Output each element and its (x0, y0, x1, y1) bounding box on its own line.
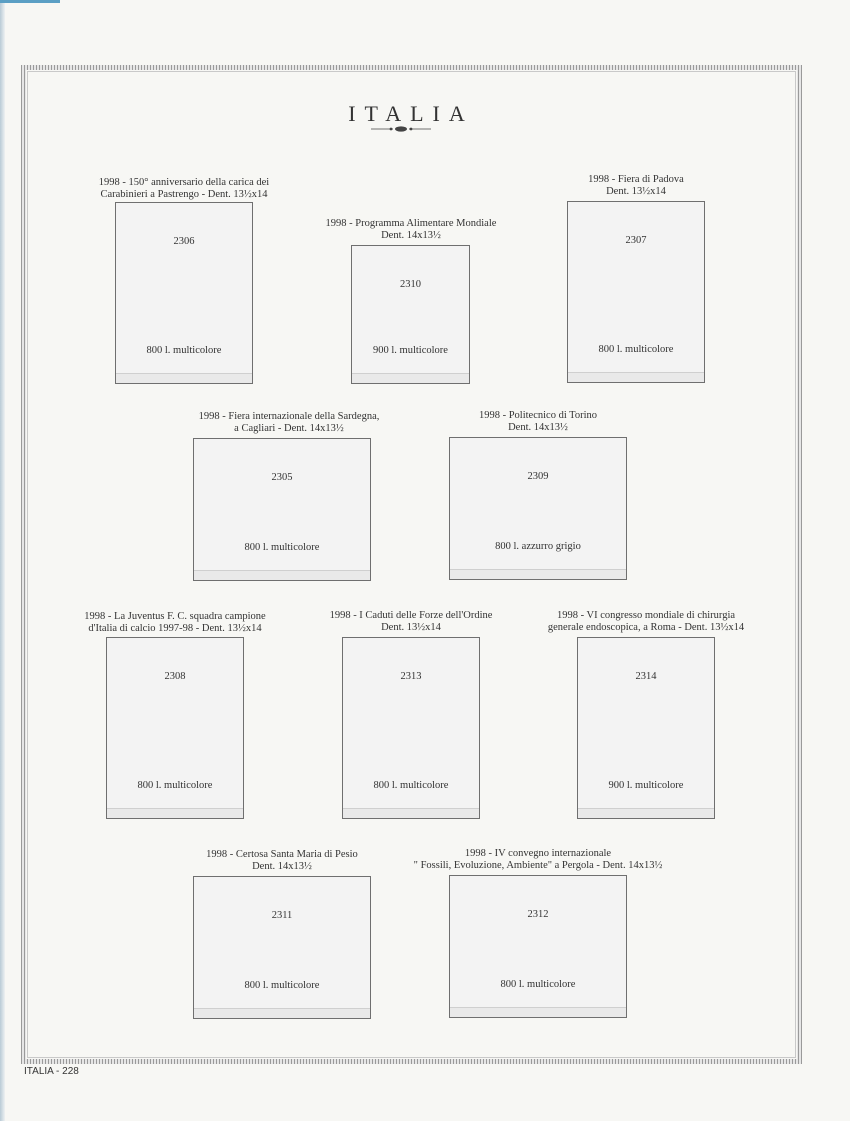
stamp-mount[interactable] (115, 202, 253, 384)
stamp-value: 800 l. multicolore (373, 780, 449, 791)
caption-line-1: 1998 - I Caduti delle Forze dell'Ordine (329, 610, 493, 621)
stamp-value: 800 l. multicolore (244, 980, 320, 991)
catalog-number: 2305 (271, 472, 293, 483)
stamp-mount[interactable] (577, 637, 715, 819)
stamp-value: 800 l. multicolore (598, 344, 674, 355)
stamp-caption (536, 610, 756, 634)
stamp-caption (70, 611, 280, 635)
stamp-value: 900 l. multicolore (373, 345, 448, 356)
stamp-value: 800 l. multicolore (137, 780, 213, 791)
stamp-value: 800 l. multicolore (500, 979, 576, 990)
caption-line-2: Carabinieri a Pastrengo - Dent. 13½x14 (100, 189, 268, 200)
caption-line-1: 1998 - Certosa Santa Maria di Pesio (206, 849, 358, 860)
page-footer: ITALIA - 228 (24, 1066, 79, 1077)
caption-line-1: 1998 - IV convegno internazionale (464, 848, 612, 859)
caption-line-1: 1998 - Fiera di Padova (588, 174, 684, 185)
caption-line-2: " Fossili, Evoluzione, Ambiente" a Pergola - Dent. 14x13½ (413, 860, 663, 871)
stamp-caption (398, 848, 678, 872)
page-top-strip (0, 0, 60, 3)
catalog-number: 2307 (625, 235, 647, 246)
stamp-mount[interactable] (106, 637, 244, 819)
caption-line-1: 1998 - Fiera internazionale della Sardegna, (198, 411, 380, 422)
page-title: ITALIA (348, 101, 474, 126)
catalog-number: 2306 (173, 236, 195, 247)
caption-line-1: 1998 - Politecnico di Torino (478, 410, 598, 421)
stamp-mount[interactable] (567, 201, 705, 383)
page-edge (0, 0, 5, 1121)
stamp-caption (311, 610, 511, 634)
stamp-value: 900 l. multicolore (608, 780, 684, 791)
caption-line-2: Dent. 14x13½ (381, 230, 441, 241)
stamp-mount[interactable] (449, 875, 627, 1018)
title-ornament-icon (371, 124, 431, 134)
caption-line-2: Dent. 13½x14 (606, 186, 666, 197)
stamp-mount[interactable] (351, 245, 470, 384)
caption-line-2: Dent. 13½x14 (381, 622, 441, 633)
catalog-number: 2309 (527, 471, 549, 482)
stamp-caption (187, 849, 377, 873)
stamp-caption (84, 177, 284, 201)
caption-line-2: generale endoscopica, a Roma - Dent. 13½x14 (547, 622, 745, 633)
catalog-number: 2313 (400, 671, 422, 682)
stamp-value: 800 l. azzurro grigio (495, 541, 581, 552)
caption-line-2: Dent. 14x13½ (508, 422, 568, 433)
stamp-mount[interactable] (449, 437, 627, 580)
catalog-number: 2308 (164, 671, 186, 682)
stamp-caption (448, 410, 628, 434)
stamp-caption (175, 411, 403, 435)
caption-line-2: Dent. 14x13½ (252, 861, 312, 872)
stamp-caption (556, 174, 716, 198)
caption-line-1: 1998 - Programma Alimentare Mondiale (325, 218, 497, 229)
caption-line-2: d'Italia di calcio 1997-98 - Dent. 13½x14 (88, 623, 262, 634)
caption-line-1: 1998 - 150° anniversario della carica dei (98, 177, 270, 188)
caption-line-1: 1998 - La Juventus F. C. squadra campione (84, 611, 266, 622)
catalog-number: 2310 (400, 279, 421, 290)
catalog-number: 2312 (527, 909, 549, 920)
caption-line-1: 1998 - VI congresso mondiale di chirurgia (556, 610, 736, 621)
stamp-mount[interactable] (193, 438, 371, 581)
stamp-mount[interactable] (193, 876, 371, 1019)
catalog-number: 2311 (271, 910, 293, 921)
stamp-caption (300, 218, 522, 242)
catalog-number: 2314 (635, 671, 657, 682)
stamp-value: 800 l. multicolore (244, 542, 320, 553)
caption-line-2: a Cagliari - Dent. 14x13½ (234, 423, 344, 434)
stamp-value: 800 l. multicolore (146, 345, 222, 356)
stamp-mount[interactable] (342, 637, 480, 819)
